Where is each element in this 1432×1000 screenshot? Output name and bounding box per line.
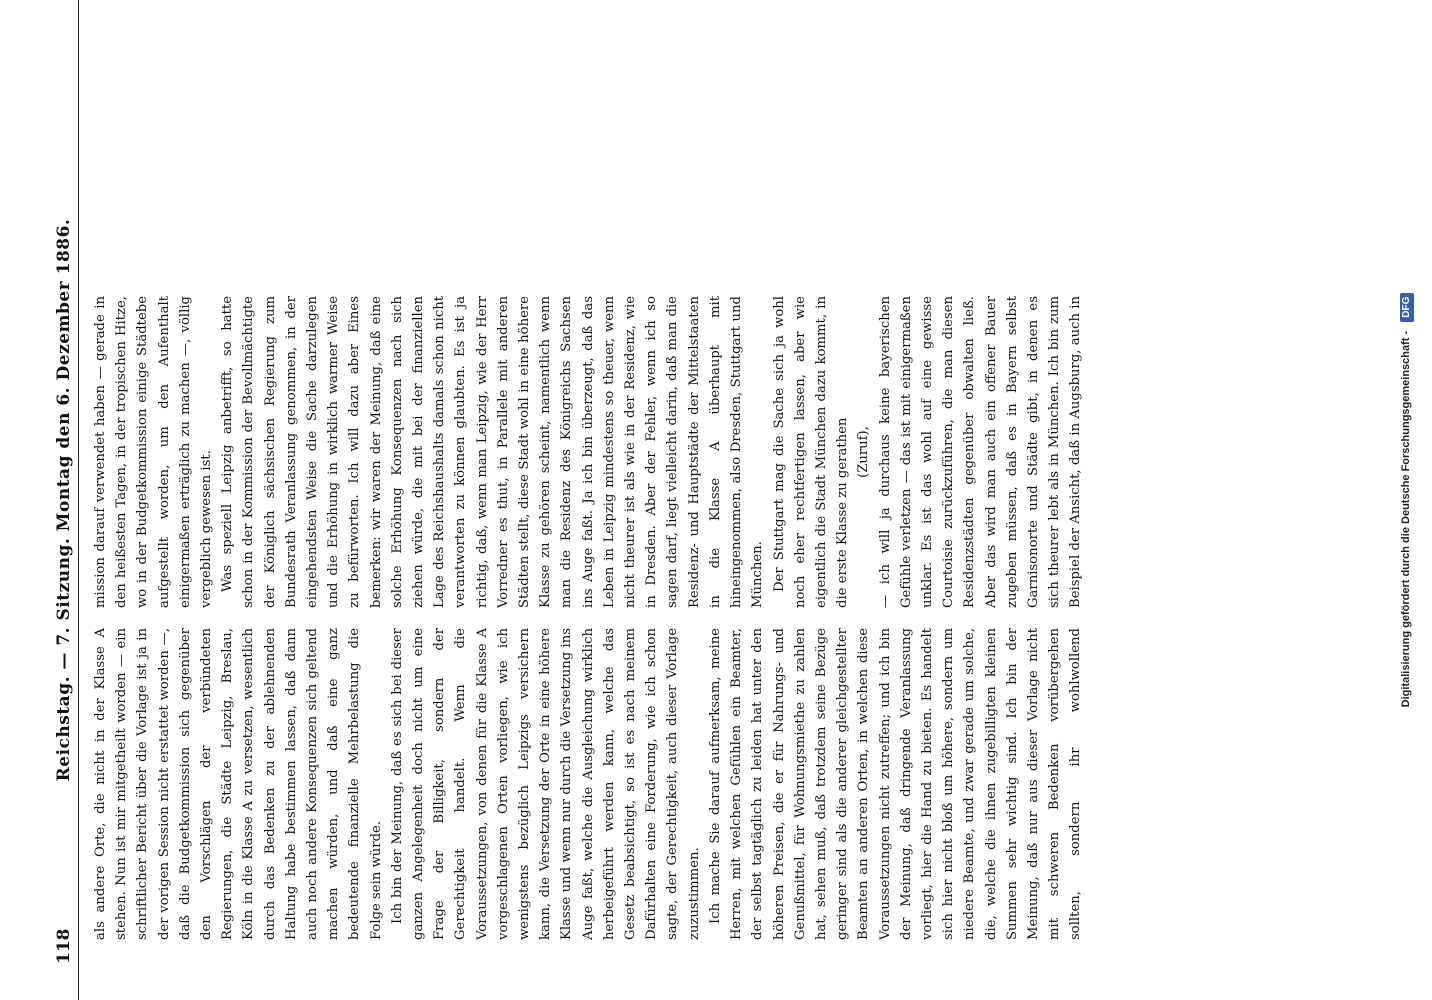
paragraph: mission darauf verwendet haben — gerade in den heißesten Tagen, in der tropischen Hitze, wo in der Budgetkommission einige Städtebe aufgestellt worden, um den Aufenthalt einigermaßen erträglich zu machen —, völlig vergeblich gewesen ist. <box>93 296 215 608</box>
running-title: Reichstag. — 7. Sitzung. Montag den 6. Dezember 1886. <box>54 218 74 782</box>
paragraph: als andere Orte, die nicht in der Klasse A stehen. Nun ist mir mitgetheilt worden — ein schriftlicher Bericht über die Vorlage ist ja in der vorigen Session nicht erstattet worden —, daß die Budgetkommission sich gegenüber den Vorschlägen der verbündeten Regierungen, die Städte Leipzig, Breslau, Köln in die Klasse A zu versetzen, wesentlich durch das Bedenken zu der ablehnenden Haltung habe bestimmen lassen, daß dann auch noch andere Konsequenzen sich geltend machen würden, und daß eine ganz bedeutende finanzielle Mehrbelastung die Folge sein würde. <box>93 628 384 940</box>
page-header <box>52 0 79 1000</box>
paragraph: — ich will ja durchaus keine bayerischen Gefühle verletzen — das ist mit einigermaßen unklar. Es ist das wohl auf eine gewisse Courtoisie zurückzuführen, die man diesen Residenzstädten gegenüber obwalten ließ. Aber das wird man auch ein offener Bauer zugeben müssen, daß es in Bayern selbst Garnisonorte und Städte gibt, in denen es sich theurer lebt als in München. Ich bin zum Beispiel der Ansicht, daß in Augsburg, auch in <box>877 296 1084 608</box>
paragraph: Ich mache Sie darauf aufmerksam, meine Herren, mit welchen Gefühlen ein Beamter, der selbst tagtäglich zu leiden hat unter den höheren Preisen, die er für Nahrungs- und Genußmittel, für Wohnungsmiethe zu zahlen hat, sehen muß, daß trotzdem seine Bezüge geringer sind als die anderer gleichgestellter Beamten an anderen Orten, in welchen diese Voraussetzungen nicht zutreffen; und ich bin der Meinung, daß dringende Veranlassung vorliegt, hier die Hand zu bieten. Es handelt sich hier nicht bloß um höhere, sondern um niedere Beamte, und zwar gerade um solche, die, welche die ihnen zugebilligten kleinen Summen sehr wichtig sind. Ich bin der Meinung, daß nur aus dieser Vorlage nicht mit schweren Bedenken vorübergehen sollten, sondern ihr wohlwollend <box>707 628 1084 940</box>
dfg-logo: DFG <box>1400 293 1414 322</box>
paragraph: Ich bin der Meinung, daß es sich bei dieser ganzen Angelegenheit doch nicht um eine Frage der Billigkeit, sondern der Gerechtigkeit handelt. Wenn die Voraussetzungen, von denen für die Klasse A vorgeschlagenen Orten vorliegen, wie ich wenigstens bezüglich Leipzigs versichern kann, die Versetzung der Orte in eine höhere Klasse und wenn nur durch die Versetzung ins Auge faßt, welche die Ausgleichung wirklich herbeigeführt werden kann, welche das Gesetz beabsichtigt, so ist es nach meinem Dafürhalten eine Forderung, wie ich schon sagte, der Gerechtigkeit, auch dieser Vorlage zuzustimmen. <box>389 628 702 940</box>
digitization-notice <box>1400 30 1422 970</box>
page-number: 118 <box>54 928 74 964</box>
text-column-right <box>90 296 1090 608</box>
notice-text: Digitalisierung gefördert durch die Deutsche Forschungsgemeinschaft - <box>1400 330 1412 708</box>
interjection: (Zuruf), <box>856 426 872 478</box>
text-column-left <box>90 628 1090 940</box>
paragraph: Der Stuttgart mag die Sache sich ja wohl noch eher rechtfertigen lassen, aber wie eigentlich die Stadt München dazu kommt, in die erste Klasse zu gerathen <box>771 296 851 608</box>
paragraph: Was speziell Leipzig anbetrifft, so hatte schon in der Kommission der Bevollmächtigte der Königlich sächsischen Regierung zum Bundesrath Veranlassung genommen, in der eingehendsten Weise die Sache darzulegen und die Erhöhung in wirklich warmer Weise zu befürworten. Ich will dazu aber Eines bemerken: wir waren der Meinung, daß eine solche Erhöhung Konsequenzen nach sich ziehen würde, die mit bei der finanziellen Lage des Reichshaushalts damals schon nicht verantworten zu können glaubten. Es ist ja richtig, daß, wenn man Leipzig, wie der Herr Vorredner es thut, in Parallele mit anderen Städten stellt, diese Stadt wohl in eine höhere Klasse zu gehören scheint, namentlich wenn man die Residenz des Königreichs Sachsen ins Auge faßt. Ja ich bin überzeugt, daß das Leben in Leipzig mindestens so theuer, wenn nicht theurer ist als wie in der Residenz, wie in Dresden. Aber der Fehler, wenn ich so sagen darf, liegt vielleicht darin, daß man die Residenz- und Hauptstädte der Mittelstaaten in die Klasse A überhaupt mit hineingenommen, also Dresden, Stuttgart und München. <box>220 296 766 608</box>
